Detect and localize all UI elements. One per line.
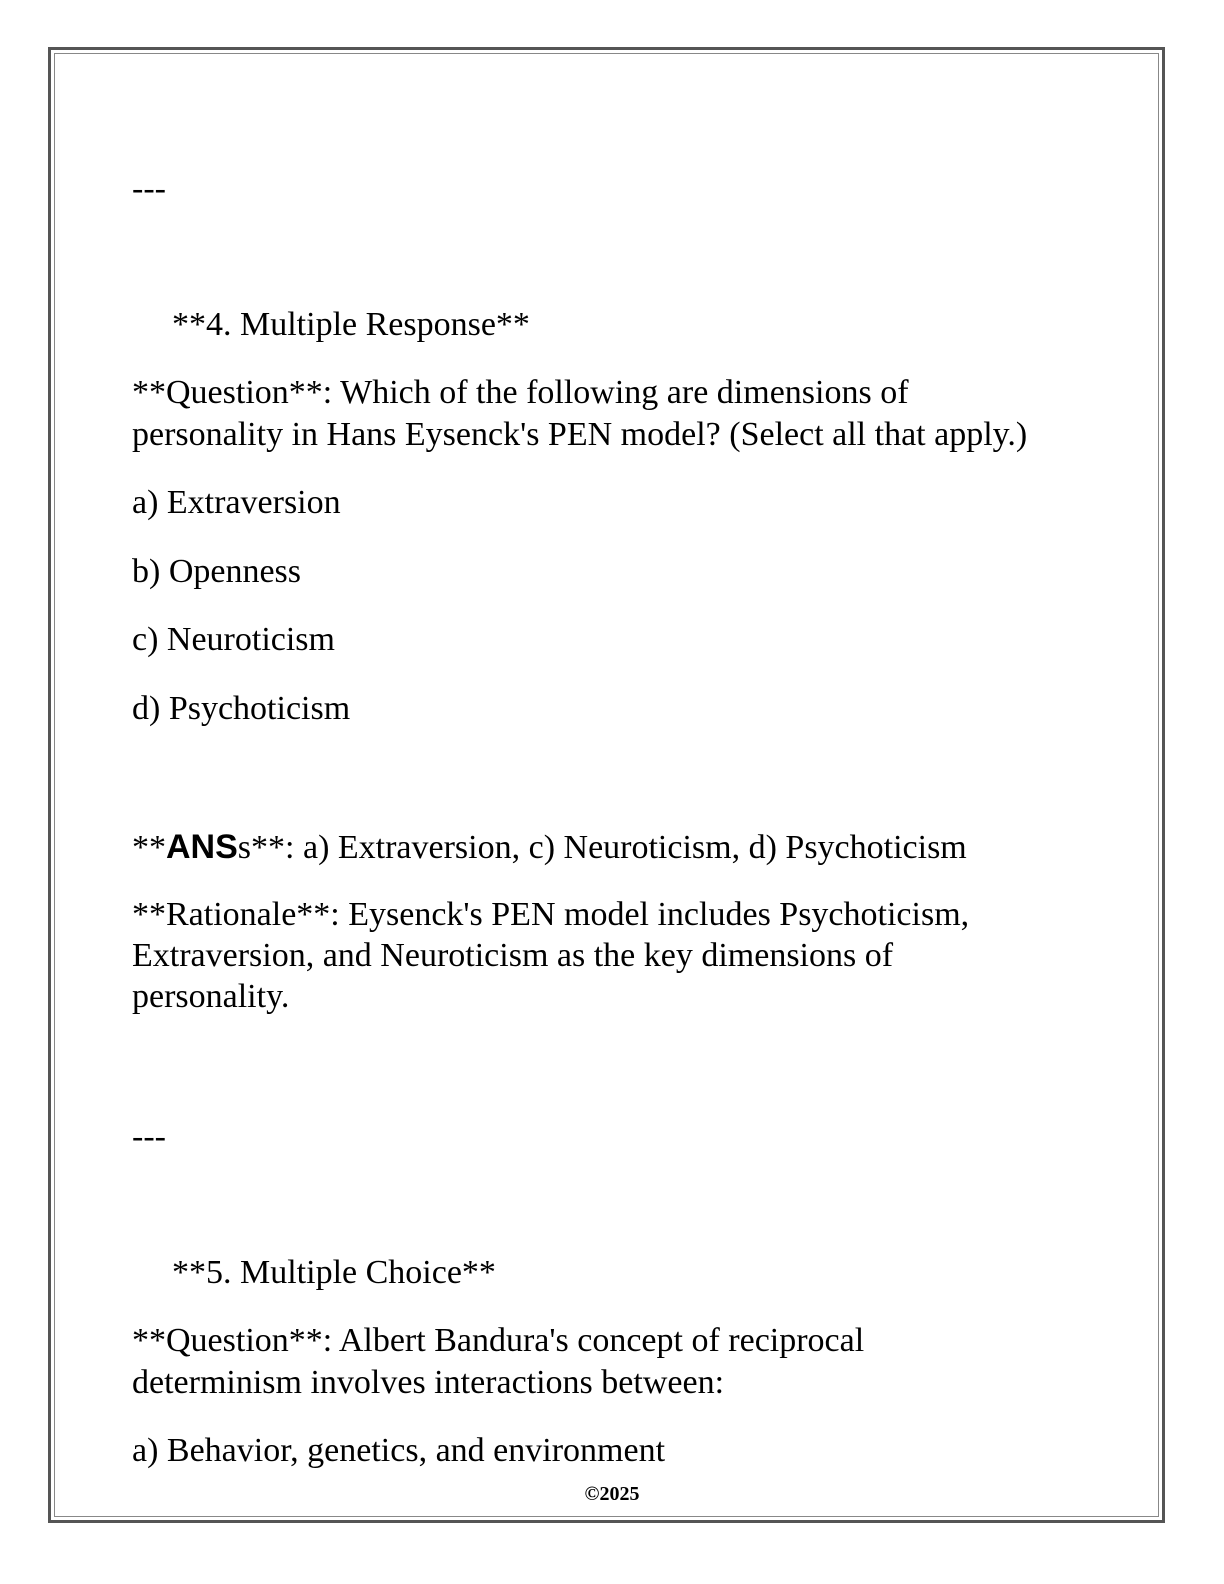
q4-question-line1: **Question**: Which of the following are dimensions of bbox=[132, 374, 909, 411]
page-border bbox=[48, 47, 1165, 1523]
q4-rationale-line2: Extraversion, and Neuroticism as the key dimensions of bbox=[132, 937, 894, 974]
q4-option-c: c) Neuroticism bbox=[132, 621, 335, 658]
q5-option-a: a) Behavior, genetics, and environment bbox=[132, 1432, 666, 1469]
q4-rationale-line3: personality. bbox=[132, 978, 290, 1015]
q4-question-line2: personality in Hans Eysenck's PEN model? (Select all that apply.) bbox=[132, 416, 1028, 453]
q4-option-d: d) Psychoticism bbox=[132, 690, 351, 727]
separator-top: --- bbox=[132, 170, 166, 207]
q4-option-a: a) Extraversion bbox=[132, 484, 341, 521]
q4-rationale-line1: **Rationale**: Eysenck's PEN model includes Psychoticism, bbox=[132, 896, 970, 933]
separator-mid: --- bbox=[132, 1118, 166, 1155]
q4-option-b: b) Openness bbox=[132, 553, 302, 590]
copyright-footer: ©2025 bbox=[584, 1483, 640, 1505]
q4-answer bbox=[132, 826, 967, 869]
q4-answer-text: s**: a) Extraversion, c) Neuroticism, d) Psychoticism bbox=[237, 829, 967, 866]
page-border-inner bbox=[54, 53, 1159, 1517]
q5-question-line2: determinism involves interactions between: bbox=[132, 1364, 725, 1401]
q5-question-line1: **Question**: Albert Bandura's concept of reciprocal bbox=[132, 1322, 865, 1359]
q5-heading: **5. Multiple Choice** bbox=[172, 1254, 496, 1291]
q4-answer-prefix: ** bbox=[132, 829, 166, 866]
q4-heading: **4. Multiple Response** bbox=[172, 306, 530, 343]
q4-answer-label: ANS bbox=[166, 828, 238, 866]
